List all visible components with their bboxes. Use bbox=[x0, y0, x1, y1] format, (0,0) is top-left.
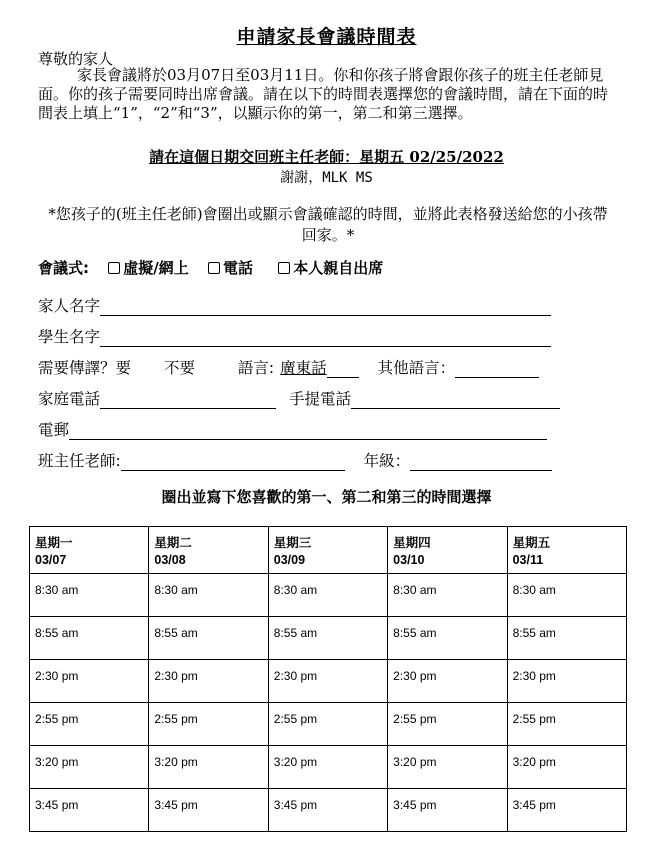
language-label: 語言: bbox=[237, 359, 275, 377]
time-slot[interactable]: 2:55 pm bbox=[30, 703, 149, 746]
grade-field[interactable] bbox=[410, 456, 552, 471]
time-slot[interactable]: 2:30 pm bbox=[268, 660, 387, 703]
time-row bbox=[30, 789, 627, 832]
time-slot[interactable]: 3:20 pm bbox=[268, 746, 387, 789]
family-name-field[interactable] bbox=[100, 301, 551, 316]
thanks-line: 謝謝，MLK MS bbox=[280, 170, 373, 186]
day-header: 星期二 03/08 bbox=[149, 527, 268, 574]
family-name-label: 家人名字 bbox=[38, 297, 101, 315]
section-title: 圈出並寫下您喜歡的第一、第二和第三的時間選擇 bbox=[161, 488, 492, 506]
deadline-notice: 請在這個日期交回班主任老師：星期五 02/25/2022 bbox=[149, 148, 504, 166]
student-name-label: 學生名字 bbox=[38, 328, 101, 346]
option-phone[interactable]: 電話 bbox=[208, 259, 253, 277]
time-row bbox=[30, 660, 627, 703]
time-slot[interactable]: 2:30 pm bbox=[30, 660, 149, 703]
time-slot[interactable]: 8:30 am bbox=[149, 574, 268, 617]
time-slot[interactable]: 3:20 pm bbox=[388, 746, 507, 789]
family-name-row bbox=[38, 294, 551, 316]
time-slot[interactable]: 2:55 pm bbox=[149, 703, 268, 746]
language-value[interactable]: 廣東話 bbox=[280, 359, 327, 377]
intro-paragraph: 家長會議將於03月07日至03月11日。你和你孩子將會跟你孩子的班主任老師見面。你的孩子需要同時出席會議。請在以下的時間表選擇您的會議時間，請在下面的時間表上填上“1”，“2”和“3”，以顯示你的第一，第二和第三選擇。 bbox=[38, 66, 609, 122]
option-virtual[interactable]: 虛擬/網上 bbox=[108, 259, 188, 277]
time-slot[interactable]: 2:30 pm bbox=[388, 660, 507, 703]
time-slot[interactable]: 3:45 pm bbox=[388, 789, 507, 832]
time-slot[interactable]: 2:55 pm bbox=[388, 703, 507, 746]
other-language-field[interactable] bbox=[455, 363, 539, 378]
time-slot[interactable]: 8:30 am bbox=[388, 574, 507, 617]
interpreter-row bbox=[38, 356, 539, 378]
time-slot[interactable]: 8:30 am bbox=[268, 574, 387, 617]
checkbox-icon[interactable] bbox=[208, 262, 220, 274]
interpreter-no-label[interactable]: 不要 bbox=[163, 359, 195, 377]
email-row bbox=[38, 418, 547, 440]
home-phone-field[interactable] bbox=[100, 394, 276, 409]
time-slot[interactable]: 8:55 am bbox=[507, 617, 626, 660]
time-row bbox=[30, 574, 627, 617]
cell-phone-label: 手提電話 bbox=[288, 390, 351, 408]
time-slot[interactable]: 8:55 am bbox=[30, 617, 149, 660]
time-slot[interactable]: 2:30 pm bbox=[149, 660, 268, 703]
interpreter-yes-label[interactable]: 需要傳譯？要 bbox=[38, 359, 132, 377]
time-slot[interactable]: 2:30 pm bbox=[507, 660, 626, 703]
time-slot[interactable]: 2:55 pm bbox=[268, 703, 387, 746]
meeting-type-row bbox=[38, 257, 383, 278]
time-row bbox=[30, 617, 627, 660]
student-name-field[interactable] bbox=[100, 332, 551, 347]
time-slot[interactable]: 8:30 am bbox=[30, 574, 149, 617]
checkbox-icon[interactable] bbox=[278, 262, 290, 274]
greeting: 尊敬的家人 bbox=[38, 50, 114, 68]
time-slot[interactable]: 3:20 pm bbox=[30, 746, 149, 789]
meeting-type-label: 會議式: bbox=[38, 259, 89, 277]
schedule-table bbox=[29, 526, 627, 832]
time-slot[interactable]: 8:30 am bbox=[507, 574, 626, 617]
time-slot[interactable]: 3:45 pm bbox=[507, 789, 626, 832]
time-slot[interactable]: 8:55 am bbox=[149, 617, 268, 660]
student-name-row bbox=[38, 325, 551, 347]
teacher-field[interactable] bbox=[121, 456, 345, 471]
time-slot[interactable]: 3:45 pm bbox=[149, 789, 268, 832]
teacher-row bbox=[38, 449, 552, 471]
checkbox-icon[interactable] bbox=[108, 262, 120, 274]
email-field[interactable] bbox=[69, 425, 547, 440]
time-slot[interactable]: 3:20 pm bbox=[507, 746, 626, 789]
time-row bbox=[30, 746, 627, 789]
schedule-header-row bbox=[30, 527, 627, 574]
home-phone-label: 家庭電話 bbox=[38, 390, 101, 408]
language-field-tail bbox=[327, 363, 359, 378]
day-header: 星期三 03/09 bbox=[268, 527, 387, 574]
day-header: 星期五 03/11 bbox=[507, 527, 626, 574]
teacher-label: 班主任老師: bbox=[38, 452, 121, 470]
other-language-label: 其他語言： bbox=[377, 359, 456, 377]
page-title: 申請家長會議時間表 bbox=[236, 26, 417, 48]
time-slot[interactable]: 2:55 pm bbox=[507, 703, 626, 746]
day-header: 星期一 03/07 bbox=[30, 527, 149, 574]
cell-phone-field[interactable] bbox=[351, 394, 560, 409]
time-row bbox=[30, 703, 627, 746]
time-slot[interactable]: 8:55 am bbox=[268, 617, 387, 660]
email-label: 電郵 bbox=[38, 421, 70, 439]
phone-row bbox=[38, 387, 560, 409]
time-slot[interactable]: 8:55 am bbox=[388, 617, 507, 660]
time-slot[interactable]: 3:45 pm bbox=[268, 789, 387, 832]
time-slot[interactable]: 3:20 pm bbox=[149, 746, 268, 789]
confirmation-note: *您孩子的(班主任老師)會圈出或顯示會議確認的時間，並將此表格發送給您的小孩帶回家。* bbox=[48, 205, 608, 244]
grade-label: 年級： bbox=[363, 452, 411, 470]
time-slot[interactable]: 3:45 pm bbox=[30, 789, 149, 832]
option-in-person[interactable]: 本人親自出席 bbox=[278, 259, 383, 277]
day-header: 星期四 03/10 bbox=[388, 527, 507, 574]
